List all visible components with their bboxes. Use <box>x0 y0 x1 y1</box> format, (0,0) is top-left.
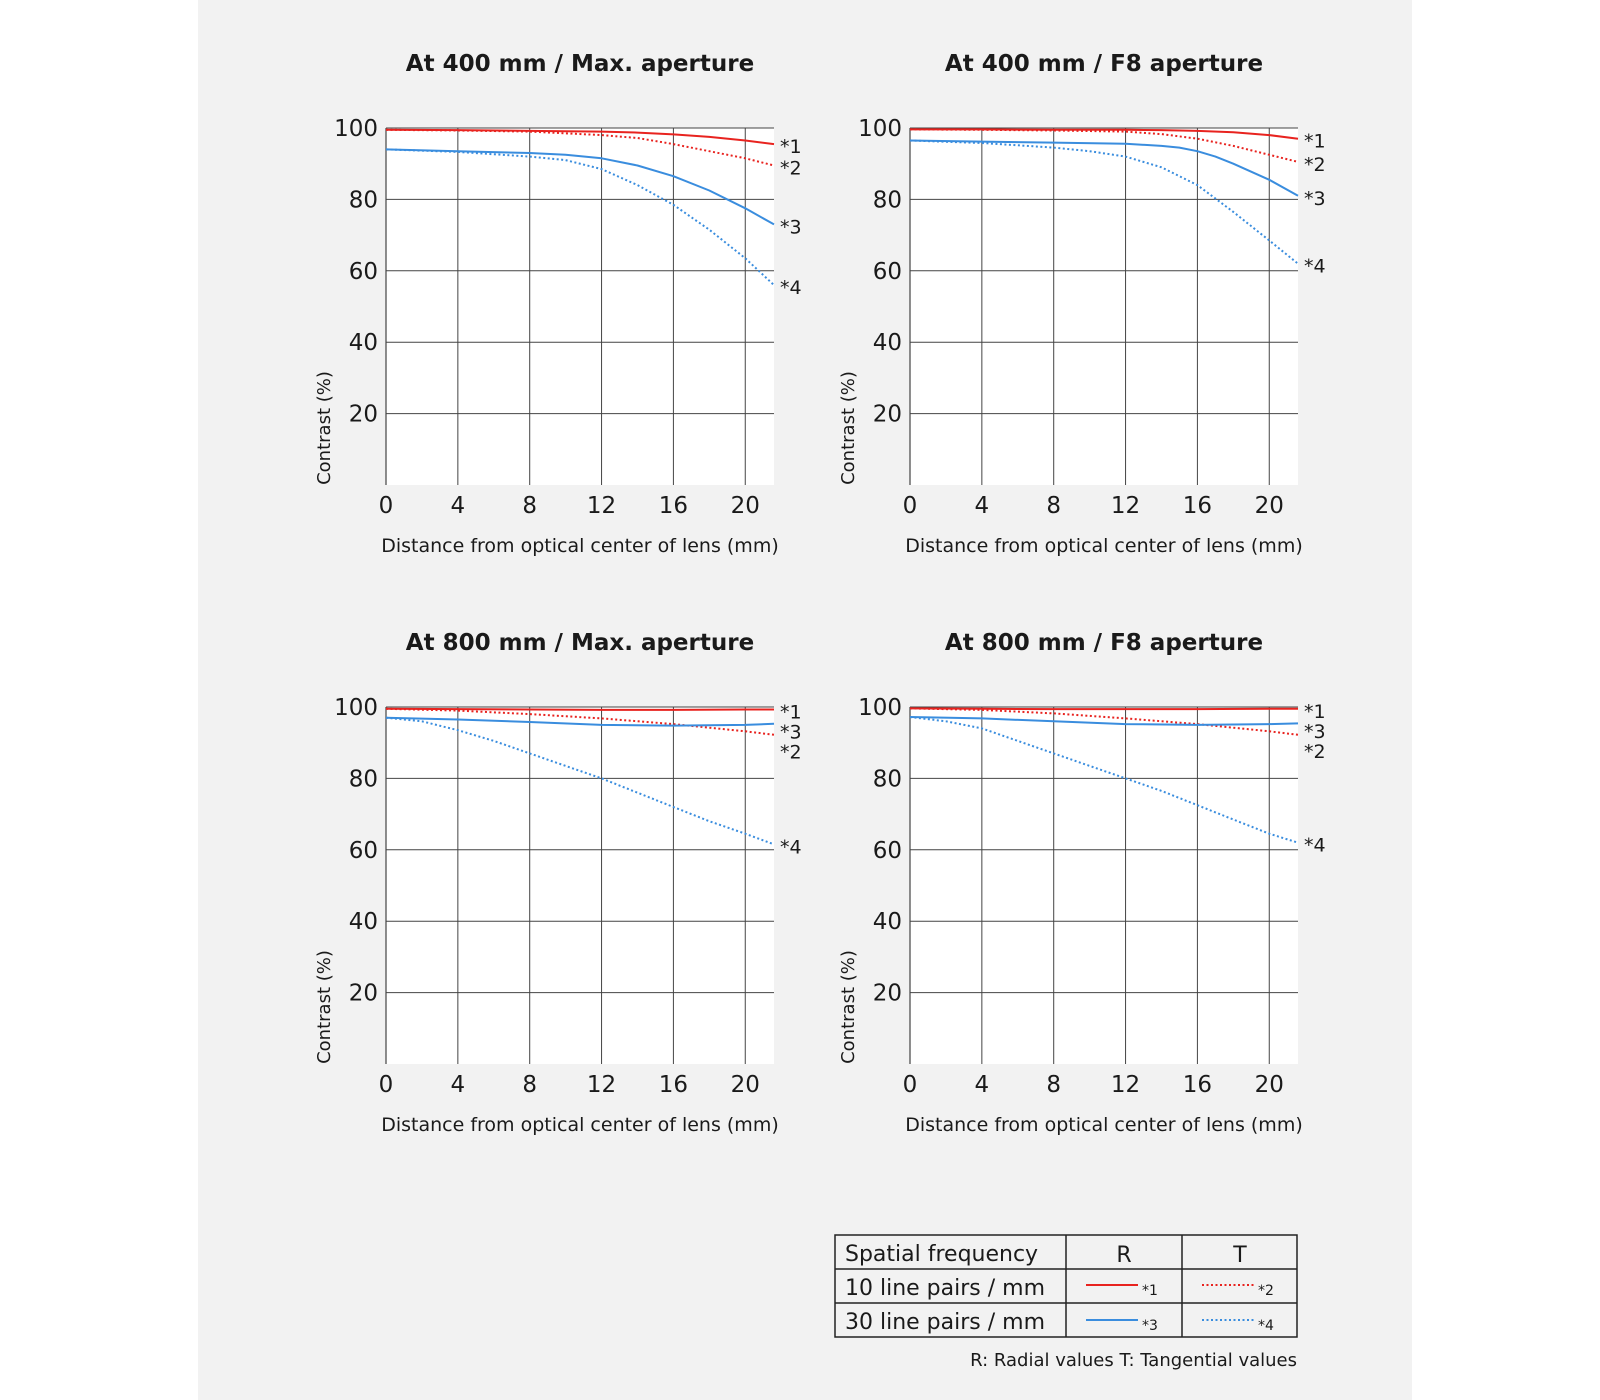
y-tick-label: 60 <box>348 258 378 285</box>
x-tick-label: 8 <box>1046 1072 1062 1098</box>
legend-mark-4: *4 <box>1258 1318 1274 1334</box>
y-tick-label: 80 <box>872 187 902 214</box>
series-end-label: *1 <box>780 136 802 159</box>
mtf-chart-1 <box>314 51 802 557</box>
y-axis-label: Contrast (%) <box>314 950 335 1064</box>
y-tick-label: 40 <box>348 330 378 357</box>
x-tick-label: 0 <box>378 1072 394 1098</box>
y-tick-label: 100 <box>334 116 378 142</box>
series-end-label: *3 <box>780 721 802 744</box>
chart-title: At 800 mm / F8 aperture <box>944 630 1264 656</box>
x-axis-label: Distance from optical center of lens (mm) <box>381 1114 779 1136</box>
plot-area <box>910 707 1298 1064</box>
series-end-label: *2 <box>780 157 802 180</box>
legend-mark-3: *3 <box>1142 1318 1158 1334</box>
chart-title: At 800 mm / Max. aperture <box>405 630 755 656</box>
y-tick-label: 60 <box>872 258 902 285</box>
y-axis-label: Contrast (%) <box>838 950 859 1064</box>
x-tick-label: 4 <box>450 493 466 519</box>
y-tick-label: 100 <box>858 695 902 721</box>
y-tick-label: 40 <box>872 330 902 357</box>
y-axis-label: Contrast (%) <box>838 371 859 485</box>
x-tick-label: 4 <box>974 493 990 519</box>
legend-header-radial: R <box>1116 1243 1132 1268</box>
chart-title: At 400 mm / F8 aperture <box>944 51 1264 77</box>
series-end-label: *3 <box>780 216 802 239</box>
x-tick-label: 12 <box>1110 1072 1141 1098</box>
x-tick-label: 0 <box>902 493 918 519</box>
x-tick-label: 16 <box>658 1072 689 1098</box>
series-end-label: *2 <box>1304 153 1326 176</box>
x-tick-label: 16 <box>1182 1072 1213 1098</box>
y-tick-label: 40 <box>872 909 902 936</box>
chart-title: At 400 mm / Max. aperture <box>405 51 755 77</box>
legend-mark-1: *1 <box>1142 1283 1158 1299</box>
y-tick-label: 60 <box>872 837 902 864</box>
series-line-mark-1 <box>386 709 774 710</box>
x-tick-label: 8 <box>522 493 538 519</box>
legend-row-label: 10 line pairs / mm <box>845 1276 1046 1301</box>
y-tick-label: 60 <box>348 837 378 864</box>
x-tick-label: 4 <box>974 1072 990 1098</box>
series-end-label: *2 <box>1304 740 1326 763</box>
y-tick-label: 20 <box>872 401 902 428</box>
y-tick-label: 80 <box>348 187 378 214</box>
y-tick-label: 80 <box>872 766 902 793</box>
y-tick-label: 20 <box>348 401 378 428</box>
series-end-label: *1 <box>1304 700 1326 723</box>
plot-area <box>386 128 774 485</box>
plot-area <box>386 707 774 1064</box>
x-axis-label: Distance from optical center of lens (mm) <box>905 535 1303 557</box>
y-tick-label: 20 <box>348 980 378 1007</box>
series-end-label: *2 <box>780 741 802 764</box>
series-end-label: *3 <box>1304 187 1326 210</box>
x-tick-label: 12 <box>586 493 617 519</box>
x-tick-label: 0 <box>902 1072 918 1098</box>
x-tick-label: 8 <box>522 1072 538 1098</box>
legend-mark-2: *2 <box>1258 1283 1274 1299</box>
x-tick-label: 20 <box>1254 493 1284 519</box>
series-line-mark-1 <box>910 708 1298 709</box>
x-tick-label: 12 <box>586 1072 617 1098</box>
x-tick-label: 16 <box>1182 493 1213 519</box>
legend-row-label: 30 line pairs / mm <box>845 1310 1046 1335</box>
y-tick-label: 80 <box>348 766 378 793</box>
y-tick-label: 40 <box>348 909 378 936</box>
x-tick-label: 20 <box>1254 1072 1284 1098</box>
y-tick-label: 100 <box>334 695 378 721</box>
x-tick-label: 0 <box>378 493 394 519</box>
x-axis-label: Distance from optical center of lens (mm) <box>905 1114 1303 1136</box>
x-tick-label: 20 <box>730 1072 760 1098</box>
x-tick-label: 4 <box>450 1072 466 1098</box>
legend-header-tangential: T <box>1233 1243 1247 1268</box>
series-end-label: *4 <box>780 836 802 859</box>
plot-area <box>910 128 1298 485</box>
y-tick-label: 20 <box>872 980 902 1007</box>
x-axis-label: Distance from optical center of lens (mm) <box>381 535 779 557</box>
legend-footnote: R: Radial values T: Tangential values <box>970 1350 1297 1371</box>
x-tick-label: 12 <box>1110 493 1141 519</box>
series-end-label: *4 <box>780 277 802 300</box>
mtf-chart-4 <box>838 630 1326 1136</box>
x-tick-label: 16 <box>658 493 689 519</box>
x-tick-label: 20 <box>730 493 760 519</box>
series-end-label: *1 <box>1304 130 1326 153</box>
y-axis-label: Contrast (%) <box>314 371 335 485</box>
mtf-chart-2 <box>838 51 1326 557</box>
series-end-label: *4 <box>1304 255 1326 278</box>
series-end-label: *1 <box>780 701 802 724</box>
y-tick-label: 100 <box>858 116 902 142</box>
x-tick-label: 8 <box>1046 493 1062 519</box>
series-end-label: *3 <box>1304 720 1326 743</box>
legend-header-frequency: Spatial frequency <box>845 1242 1039 1267</box>
mtf-chart-3 <box>314 630 802 1136</box>
series-end-label: *4 <box>1304 834 1326 857</box>
